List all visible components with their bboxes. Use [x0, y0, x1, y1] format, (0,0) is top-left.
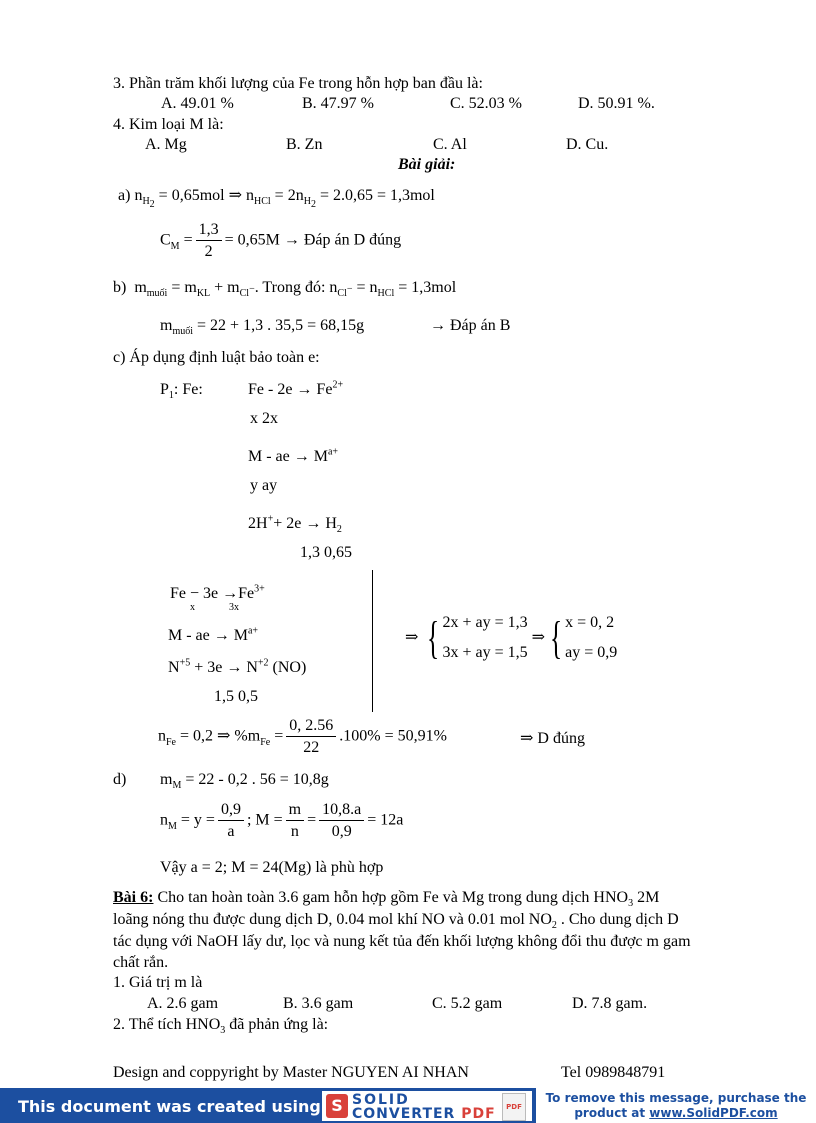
logo-line-1: SOLID: [352, 1092, 410, 1108]
part-b-answer: → Đáp án B: [430, 317, 511, 334]
bai6-question-1: 1. Giá trị m là: [113, 974, 203, 991]
q4-option-c: C. Al: [433, 136, 467, 153]
q3-option-a: A. 49.01 %: [161, 95, 234, 112]
q3-option-b: B. 47.97 %: [302, 95, 374, 112]
fe3-sub-x: x: [190, 602, 195, 613]
n-moles-row: 1,5 0,5: [214, 688, 258, 705]
equation-system: ⇒ { 2x + ay = 1,3 3x + ay = 1,5 ⇒ { x = 0, 2 ay = 0,9: [405, 612, 618, 663]
footer-tel: Tel 0989848791: [561, 1064, 666, 1081]
pdf-document-icon: PDF: [502, 1093, 526, 1121]
m-half-reaction: M - ae → $M^{a+}$: [248, 446, 339, 465]
part-d-moles: $n_M = y$ = $\frac{0,9}{a}$ ; M = $\frac{m}{n}$ = $\frac{10,8.a}{0,9}$ = 12a: [160, 801, 404, 840]
footer-design: Design and coppyright by Master NGUYEN AI NHAN: [113, 1064, 469, 1081]
part-d-conclusion: Vậy a = 2; M = 24(Mg) là phù hợp: [160, 859, 384, 876]
m-moles-row: y ay: [250, 477, 278, 494]
bai6-q1-option-d: D. 7.8 gam.: [572, 995, 648, 1012]
fe3-half-reaction: $Fe - 3e \to Fe^{3+}$: [170, 583, 265, 602]
solid-converter-logo[interactable]: [322, 1091, 532, 1121]
part-d-mass: $m_M = 22 - 0,2$ . 56 = 10,8g: [160, 771, 329, 792]
bai6-q1-option-b: B. 3.6 gam: [283, 995, 354, 1012]
logo-s-icon: S: [326, 1094, 348, 1118]
part-b-equation-1: b) $m_{muối} = m_{KL} + m_{Cl^-}$. Trong đó: $n_{Cl^-} = n_{HCl} = 1,3mol$: [113, 279, 457, 300]
banner-left-text: This document was created using: [18, 1097, 321, 1116]
logo-line-2: CONVERTER PDF: [352, 1106, 496, 1122]
part-a-equation-1: a) $n_{H_2} = 0,65mol$ ⇒ $n_{HCl} = 2n_{H_2} = 2.0,65 = 1,3mol$: [118, 187, 435, 211]
bai6-q1-option-c: C. 5.2 gam: [432, 995, 503, 1012]
q3-option-c: C. 52.03 %: [450, 95, 522, 112]
q4-option-b: B. Zn: [286, 136, 323, 153]
h-half-reaction: $2H^++ 2e \to H_2$: [248, 513, 342, 536]
n-half-reaction: $N^{+5} + 3e \to N^{+2}$ (NO): [168, 657, 307, 676]
bai6-q1-option-a: A. 2.6 gam: [147, 995, 219, 1012]
bai6-line-2: loãng nóng thu được dung dịch D, 0.04 mol khí NO và 0.01 mol $NO_2$ . Cho dung dịch D: [113, 911, 679, 932]
banner-right-text: To remove this message, purchase the product at www.SolidPDF.com: [545, 1091, 807, 1120]
solution-title: Bài giải:: [398, 156, 456, 173]
fe3-sub-3x: 3x: [229, 602, 239, 613]
q4-option-a: A. Mg: [145, 136, 187, 153]
part-c-title: c) Áp dụng định luật bảo toàn e:: [113, 349, 320, 366]
part-b-equation-2: $m_{muối} = 22 + 1,3$ . 35,5 = 68,15g: [160, 317, 365, 338]
bai6-label: Bài 6:: [113, 889, 154, 906]
solidpdf-link[interactable]: www.SolidPDF.com: [649, 1106, 778, 1120]
m2-half-reaction: M - ae → $M^{a+}$: [168, 625, 259, 644]
q4-option-d: D. Cu.: [566, 136, 609, 153]
p1-label: $P_1$: Fe:: [160, 381, 203, 402]
question-3: 3. Phần trăm khối lượng của Fe trong hỗn hợp ban đầu là:: [113, 75, 483, 92]
fe-percent-equation: $n_{Fe} = 0,2$ ⇒ $\%m_{Fe}$ = $\frac{0, 2.56}{22}$ .100% = 50,91%: [158, 717, 447, 756]
fe-half-reaction: $Fe - 2e \to Fe^{2+}$: [248, 379, 344, 398]
part-a-concentration: $C_M$ = $\frac{1,3}{2}$ = 0,65M → Đáp án D đúng: [160, 221, 402, 260]
q3-option-d: D. 50.91 %.: [578, 95, 655, 112]
bai6-question-2: 2. Thể tích $HNO_3$ đã phản ứng là:: [113, 1016, 329, 1037]
h-moles-row: 1,3 0,65: [300, 544, 352, 561]
bai6-line-3: tác dụng với NaOH lấy dư, lọc và nung kết tủa đến khối lượng không đổi thu được m gam: [113, 933, 691, 950]
part-d-label: d): [113, 771, 127, 788]
part-c-answer: ⇒ D đúng: [520, 730, 585, 747]
fe-moles-row: x 2x: [250, 410, 278, 427]
bai6-line-1: Bài 6: Cho tan hoàn toàn 3.6 gam hỗn hợp gồm Fe và Mg trong dung dịch $HNO_3$ 2M: [113, 889, 660, 910]
question-4: 4. Kim loại M là:: [113, 116, 224, 133]
bai6-line-4: chất rắn.: [113, 954, 169, 971]
vertical-divider: [372, 570, 373, 712]
